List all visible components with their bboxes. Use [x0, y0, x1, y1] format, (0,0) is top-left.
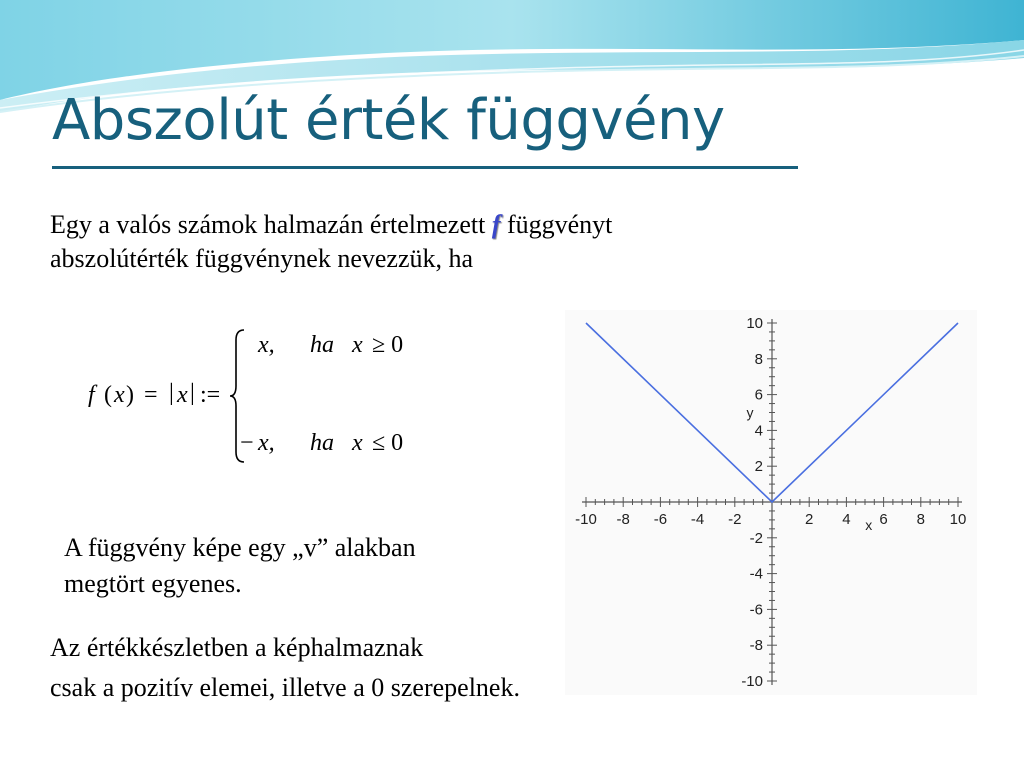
range-line2: csak a pozitív elemei, illetve a 0 szerepelnek.: [50, 673, 520, 702]
case1-variable: x: [352, 332, 363, 358]
case2-ha: ha: [310, 430, 334, 456]
shape-line2: megtört egyenes.: [64, 569, 242, 598]
y-tick-label: 8: [754, 350, 763, 368]
title-underline: [52, 166, 798, 169]
formula-equals: =: [144, 382, 158, 408]
formula-paren-open: (: [104, 382, 112, 408]
x-axis-label: x: [865, 517, 873, 533]
x-tick-label: 8: [916, 511, 925, 528]
case1-value: x,: [258, 332, 275, 358]
shape-line1: A függvény képe egy „v” alakban: [64, 533, 416, 562]
formula-x: x: [114, 382, 125, 408]
abs-x: x: [177, 382, 188, 408]
formula-paren-close: ): [126, 382, 134, 408]
abs-value-graph: [565, 310, 977, 695]
shape-description: [64, 530, 416, 602]
case2-condition: ≤ 0: [372, 430, 404, 456]
intro-line1-end: függvényt: [500, 210, 613, 239]
function-symbol: f: [491, 210, 501, 239]
definition-formula: [80, 320, 440, 470]
intro-line2: abszolútérték függvénynek nevezzük, ha: [50, 244, 474, 273]
case2-variable: x: [352, 430, 363, 456]
x-tick-label: -6: [653, 511, 668, 528]
y-tick-label: -6: [749, 601, 763, 619]
case2-value: x,: [258, 430, 275, 456]
intro-line1-start: Egy a valós számok halmazán értelmezett: [50, 210, 492, 239]
formula-assign: :=: [200, 382, 221, 408]
y-tick-label: 6: [754, 386, 763, 404]
x-tick-label: 4: [842, 511, 851, 528]
case1-ha: ha: [310, 332, 334, 358]
x-tick-label: -10: [575, 511, 597, 528]
y-tick-label: 4: [754, 422, 763, 440]
case2-minus: −: [240, 430, 254, 456]
x-tick-label: 6: [879, 511, 888, 528]
y-tick-label: 2: [754, 458, 763, 476]
x-tick-label: 10: [949, 511, 967, 528]
y-tick-label: -4: [749, 565, 763, 583]
slide-title: Abszolút érték függvény: [52, 88, 725, 153]
case1-condition: ≥ 0: [372, 332, 404, 358]
y-tick-label: -10: [741, 673, 763, 690]
abs-bar-right: |: [190, 380, 195, 406]
formula-f: f: [88, 382, 95, 408]
y-tick-label: -8: [749, 637, 763, 655]
x-tick-label: -4: [690, 511, 705, 528]
range-line1: Az értékkészletben a képhalmaznak: [50, 633, 424, 662]
y-tick-label: 10: [746, 315, 763, 332]
y-axis-label: y: [746, 404, 754, 421]
abs-bar-left: |: [169, 380, 174, 406]
range-description: [50, 628, 520, 708]
y-tick-label: -2: [749, 529, 763, 547]
x-tick-label: 2: [805, 511, 814, 528]
x-tick-label: -8: [616, 511, 630, 528]
x-tick-label: -2: [728, 511, 742, 528]
intro-text: [50, 208, 612, 276]
